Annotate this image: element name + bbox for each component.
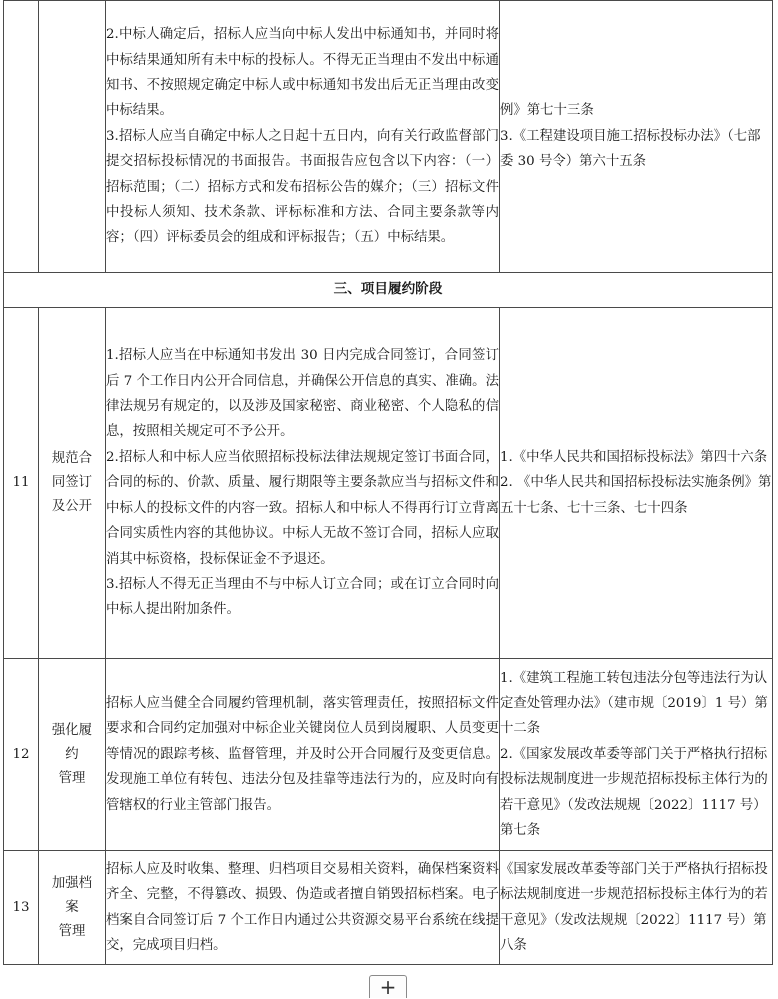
row-title-line: 加强档 <box>51 875 93 891</box>
row-legal-basis <box>500 851 773 965</box>
basis-paragraph: 2.《国家发展改革委等部门关于严格执行招标投标法规制度进一步规范招标投标主体行为的若干意见》（发改法规规〔2022〕1117 号）第七条 <box>500 746 768 839</box>
row-title <box>39 659 106 851</box>
row-requirements <box>106 1 500 273</box>
section-header-row <box>4 273 773 308</box>
basis-paragraph: 《国家发展改革委等部门关于严格执行招标投标法规制度进一步规范招标投标主体行为的若干意见》（发改法规规〔2022〕1117 号）第八条 <box>500 861 768 953</box>
row-title-line: 强化履 <box>51 722 93 738</box>
row-title-line: 同签订 <box>51 475 93 490</box>
row-title <box>39 1 106 273</box>
basis-paragraph: 1.《中华人民共和国招标投标法》第四十六条 <box>500 449 768 465</box>
basis-paragraph: 2. 《中华人民共和国招标投标法实施条例》第五十七条、七十三条、七十四条 <box>500 475 772 516</box>
table-row <box>4 659 773 851</box>
section-title: 三、项目履约阶段 <box>4 273 773 308</box>
basis-paragraph: 例》第七十三条 <box>500 103 594 119</box>
requirement-paragraph: 2.招标人和中标人应当依照招标投标法律法规规定签订书面合同，合同的标的、价款、质量、履行期限等主要条款应当与招标文件和中标人的投标文件的内容一致。招标人和中标人不得再行订立背离合同实质性内容的其他协议。中标人无故不签订合同，招标人应取消其中标资格，投标保证金不予退还。 <box>106 449 499 567</box>
regulation-table <box>3 0 773 965</box>
table-row-continued <box>4 1 773 273</box>
row-legal-basis <box>500 1 773 273</box>
row-requirements <box>106 851 500 965</box>
table-row <box>4 308 773 659</box>
requirement-paragraph: 2.中标人确定后，招标人应当向中标人发出中标通知书，并同时将中标结果通知所有未中标的投标人。不得无正当理由不发出中标通知书、不按照规定确定中标人或中标通知书发出后无正当理由改变中标结果。 <box>106 27 499 119</box>
row-number: 11 <box>4 308 39 659</box>
requirement-paragraph: 3.招标人不得无正当理由不与中标人订立合同；或在订立合同时向中标人提出附加条件。 <box>106 576 499 618</box>
row-title-line: 管理 <box>58 923 86 939</box>
row-legal-basis <box>500 659 773 851</box>
basis-paragraph: 3.《工程建设项目施工招标投标办法》（七部委 30 号令）第六十五条 <box>500 128 761 170</box>
table-row <box>4 851 773 965</box>
row-number <box>4 1 39 273</box>
row-legal-basis <box>500 308 773 659</box>
row-title-line: 管理 <box>58 770 86 786</box>
requirement-paragraph: 1.招标人应当在中标通知书发出 30 日内完成合同签订，合同签订后 7 个工作日内公开合同信息，并确保公开信息的真实、准确。法律法规另有规定的，以及涉及国家秘密、商业秘密、个人隐私的信息，按照相关规定可不予公开。 <box>106 348 499 440</box>
row-title <box>39 308 106 659</box>
row-title-line: 案 <box>65 899 79 915</box>
add-button[interactable] <box>369 975 407 998</box>
row-requirements <box>106 308 500 659</box>
requirement-paragraph: 3.招标人应当自确定中标人之日起十五日内，向有关行政监督部门提交招标投标情况的书面报告。书面报告应包含以下内容：（一）招标范围；（二）招标方式和发布招标公告的媒介；（三）招标文件中投标人须知、技术条款、评标标准和方法、合同主要条款等内容；（四）评标委员会的组成和评标报告；（五）中标结果。 <box>106 128 499 246</box>
row-requirements <box>106 659 500 851</box>
row-title <box>39 851 106 965</box>
requirement-paragraph: 招标人应当健全合同履约管理机制，落实管理责任，按照招标文件要求和合同约定加强对中标企业关键岗位人员到岗履职、人员变更等情况的跟踪考核、监督管理，并及时公开合同履行及变更信息。发现施工单位有转包、违法分包及挂靠等违法行为的，应及时向有管辖权的行业主管部门报告。 <box>106 695 499 813</box>
row-title-line: 约 <box>65 746 79 762</box>
plus-icon: + <box>379 975 397 999</box>
row-number: 13 <box>4 851 39 965</box>
row-title-line: 及公开 <box>51 499 93 514</box>
row-number: 12 <box>4 659 39 851</box>
row-title-line: 规范合 <box>51 451 93 466</box>
basis-paragraph: 1.《建筑工程施工转包违法分包等违法行为认定查处管理办法》（建市规〔2019〕1 号）第十二条 <box>500 670 768 737</box>
requirement-paragraph: 招标人应及时收集、整理、归档项目交易相关资料，确保档案资料齐全、完整，不得篡改、损毁、伪造或者擅自销毁招标档案。电子档案自合同签订后 7 个工作日内通过公共资源交易平台系统在线提交，完成项目归档。 <box>106 861 499 953</box>
